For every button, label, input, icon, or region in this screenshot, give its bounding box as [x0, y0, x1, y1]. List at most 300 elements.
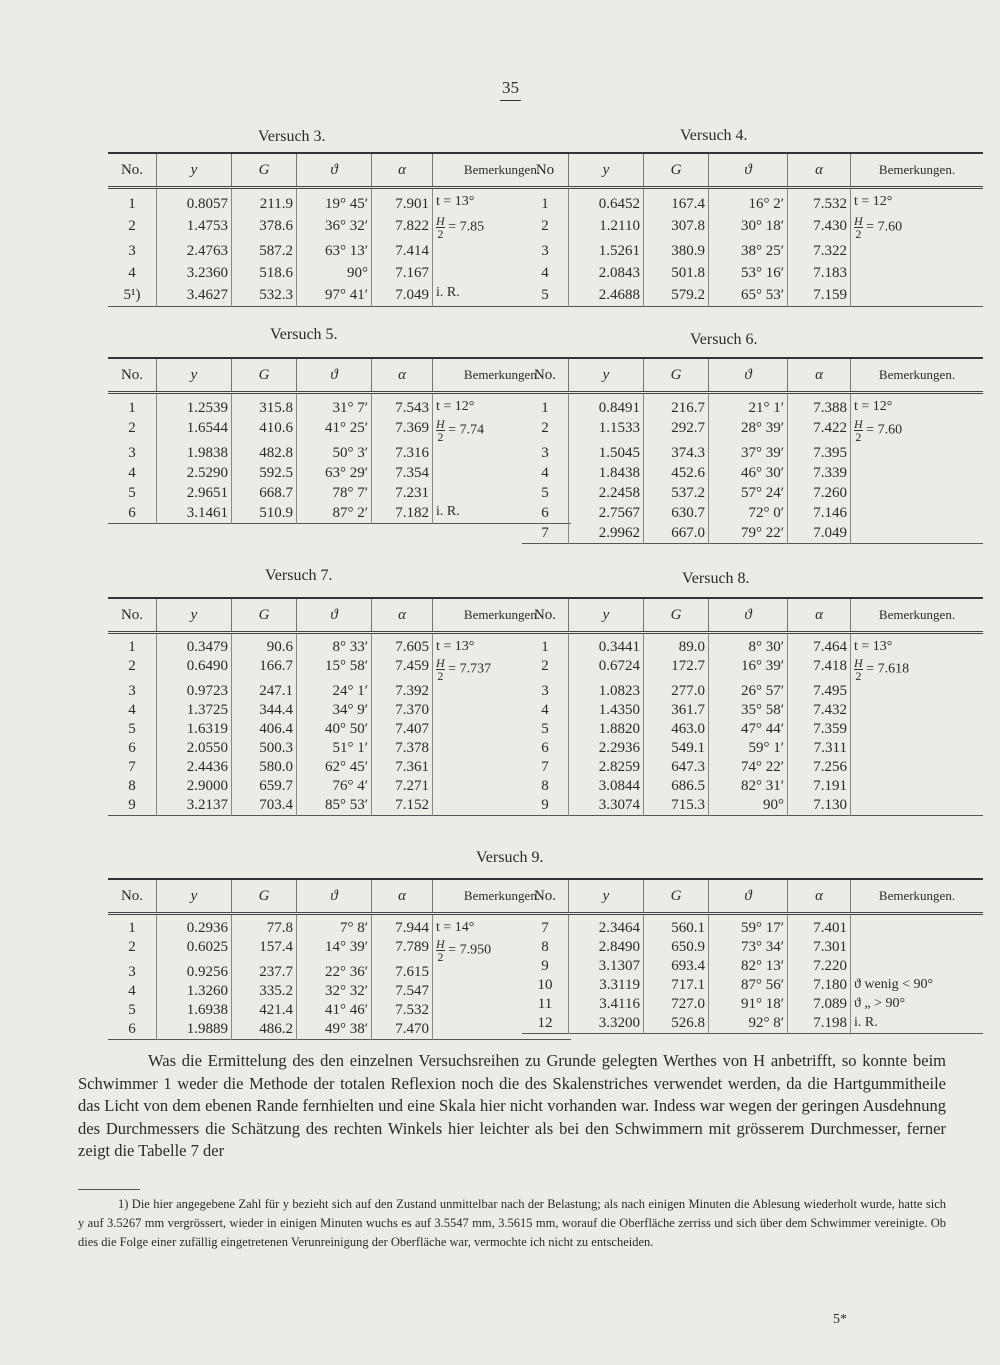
cell-y: 0.3479 — [157, 633, 232, 658]
cell-alpha: 7.361 — [372, 758, 433, 777]
cell-no: 6 — [128, 740, 136, 756]
table-row — [522, 796, 983, 816]
cell-alpha: 7.231 — [372, 483, 433, 503]
fraction-denominator: 2 — [855, 227, 862, 241]
remark-value: = 7.737 — [444, 661, 492, 677]
cell-G: 693.4 — [644, 957, 709, 976]
cell-alpha: 7.543 — [372, 393, 433, 419]
remark-text: i. R. — [854, 1015, 878, 1030]
cell-alpha: 7.180 — [788, 976, 851, 995]
cell-G: 237.7 — [232, 963, 297, 982]
remark-cell — [851, 418, 984, 443]
cell-theta: 73° 34′ — [709, 938, 788, 957]
cell-alpha: 7.260 — [788, 483, 851, 503]
header-no: No — [522, 153, 569, 188]
header-G: G — [644, 598, 709, 633]
cell-G: 500.3 — [232, 739, 297, 758]
cell-no: 3 — [128, 964, 136, 980]
cell-G: 482.8 — [232, 443, 297, 463]
cell-y: 1.8820 — [569, 720, 644, 739]
table-row — [108, 796, 571, 816]
cell-alpha: 7.167 — [372, 262, 433, 284]
table-row — [108, 215, 571, 240]
header-theta: ϑ — [297, 879, 372, 914]
cell-theta: 35° 58′ — [709, 701, 788, 720]
header-remarks: Bemerkungen. — [433, 879, 572, 914]
cell-no: 8 — [541, 778, 549, 794]
header-theta: ϑ — [709, 879, 788, 914]
cell-G: 580.0 — [232, 758, 297, 777]
cell-y: 2.9962 — [569, 523, 644, 544]
cell-no: 1 — [128, 639, 136, 655]
signature-mark: 5* — [833, 1312, 847, 1327]
cell-G: 715.3 — [644, 796, 709, 816]
cell-G: 344.4 — [232, 701, 297, 720]
footnote-text: 1) Die hier angegebene Zahl für y bezieht sich auf den Zustand unmittelbar nach der Belastung; als nach einigen Minuten die Ablesung wiederholt wurde, hatte sich y auf 3.5267 mm vergrössert, wieder in einigen Minuten wuchs es auf 3.5547 mm, 3.5615 mm, worauf die Oberfläche zerriss und sich über dem Schwimmer vereinigte. Ob dies die Folge einer zufällig eingetretenen Verunreinigung der Oberfläche war, vermochte ich nicht zu entscheiden. — [78, 1197, 946, 1249]
cell-alpha: 7.388 — [788, 393, 851, 419]
cell-no: 5 — [541, 287, 549, 303]
remark-value: = 7.60 — [862, 422, 903, 438]
header-theta: ϑ — [297, 358, 372, 393]
cell-alpha: 7.311 — [788, 739, 851, 758]
table-row — [108, 1020, 571, 1040]
cell-G: 647.3 — [644, 758, 709, 777]
remark-cell — [851, 720, 984, 739]
remark-value: = 7.85 — [444, 219, 485, 235]
left-1-header-row — [108, 358, 571, 393]
cell-alpha: 7.198 — [788, 1014, 851, 1034]
remark-text: t = 12° — [854, 194, 893, 209]
cell-y: 0.6724 — [569, 657, 644, 682]
table-row — [108, 963, 571, 982]
cell-y: 1.3725 — [157, 701, 232, 720]
remark-value: = 7.60 — [862, 219, 903, 235]
header-remarks: Bemerkungen. — [851, 153, 984, 188]
cell-theta: 15° 58′ — [297, 657, 372, 682]
cell-y: 1.3260 — [157, 982, 232, 1001]
cell-y: 1.6938 — [157, 1001, 232, 1020]
cell-no: 3 — [541, 243, 549, 259]
left-3-header-row — [108, 879, 571, 914]
cell-alpha: 7.359 — [788, 720, 851, 739]
table-row — [522, 215, 983, 240]
table-row — [522, 777, 983, 796]
cell-no: 4 — [128, 983, 136, 999]
cell-G: 667.0 — [644, 523, 709, 544]
cell-G: 510.9 — [232, 503, 297, 524]
table-row — [108, 633, 571, 658]
table-row — [108, 503, 571, 524]
table-row — [522, 701, 983, 720]
right-1-header-row — [522, 358, 983, 393]
cell-y: 1.0823 — [569, 682, 644, 701]
left-0-table — [108, 152, 571, 307]
cell-y: 0.9256 — [157, 963, 232, 982]
cell-theta: 91° 18′ — [709, 995, 788, 1014]
cell-no: 3 — [128, 243, 136, 259]
cell-alpha: 7.146 — [788, 503, 851, 523]
cell-theta: 8° 30′ — [709, 633, 788, 658]
remark-cell — [851, 758, 984, 777]
remark-cell — [851, 938, 984, 957]
header-no: No. — [108, 598, 157, 633]
remark-cell — [851, 777, 984, 796]
cell-theta: 32° 32′ — [297, 982, 372, 1001]
table-row — [522, 240, 983, 262]
table-row — [522, 262, 983, 284]
cell-alpha: 7.464 — [788, 633, 851, 658]
remark-text: i. R. — [436, 285, 460, 300]
cell-theta: 19° 45′ — [297, 188, 372, 216]
cell-no: 5 — [541, 485, 549, 501]
cell-G: 166.7 — [232, 657, 297, 682]
table-row — [522, 284, 983, 307]
cell-no: 11 — [537, 996, 553, 1012]
cell-no: 5 — [541, 721, 549, 737]
cell-alpha: 7.944 — [372, 914, 433, 939]
cell-no: 1 — [128, 400, 136, 416]
cell-alpha: 7.089 — [788, 995, 851, 1014]
cell-no: 3 — [541, 445, 549, 461]
header-alpha: α — [372, 879, 433, 914]
header-y: y — [157, 879, 232, 914]
header-y: y — [569, 598, 644, 633]
cell-theta: 74° 22′ — [709, 758, 788, 777]
cell-alpha: 7.605 — [372, 633, 433, 658]
table-row — [108, 914, 571, 939]
table-row — [108, 284, 571, 307]
cell-no: 2 — [128, 939, 136, 955]
cell-theta: 82° 13′ — [709, 957, 788, 976]
cell-alpha: 7.395 — [788, 443, 851, 463]
cell-G: 630.7 — [644, 503, 709, 523]
cell-theta: 85° 53′ — [297, 796, 372, 816]
table-row — [108, 758, 571, 777]
cell-no: 6 — [541, 505, 549, 521]
remark-value: = 7.950 — [444, 942, 492, 958]
versuch-title: Versuch 9. — [476, 849, 544, 866]
cell-y: 2.4688 — [569, 284, 644, 307]
cell-theta: 47° 44′ — [709, 720, 788, 739]
header-remarks: Bemerkungen. — [433, 598, 572, 633]
cell-no: 8 — [541, 939, 549, 955]
cell-alpha: 7.301 — [788, 938, 851, 957]
fraction-denominator: 2 — [437, 430, 444, 444]
table-row — [108, 657, 571, 682]
table-row — [108, 188, 571, 216]
cell-G: 157.4 — [232, 938, 297, 963]
cell-alpha: 7.901 — [372, 188, 433, 216]
cell-theta: 87° 56′ — [709, 976, 788, 995]
cell-alpha: 7.316 — [372, 443, 433, 463]
remark-cell — [851, 215, 984, 240]
cell-theta: 62° 45′ — [297, 758, 372, 777]
cell-G: 380.9 — [644, 240, 709, 262]
remark-cell — [851, 503, 984, 523]
fraction-H-over-2 — [854, 657, 863, 682]
cell-y: 0.2936 — [157, 914, 232, 939]
header-theta: ϑ — [297, 153, 372, 188]
cell-y: 0.6025 — [157, 938, 232, 963]
cell-theta: 53° 16′ — [709, 262, 788, 284]
versuch-title: Versuch 4. — [680, 127, 748, 144]
cell-y: 1.2539 — [157, 393, 232, 419]
cell-theta: 87° 2′ — [297, 503, 372, 524]
page-number: 35 — [500, 78, 521, 101]
header-alpha: α — [788, 879, 851, 914]
remark-cell — [851, 523, 984, 544]
cell-y: 3.1307 — [569, 957, 644, 976]
header-y: y — [569, 153, 644, 188]
header-no: No. — [522, 358, 569, 393]
remark-cell — [851, 463, 984, 483]
cell-theta: 14° 39′ — [297, 938, 372, 963]
cell-y: 1.8438 — [569, 463, 644, 483]
cell-theta: 90° — [709, 796, 788, 816]
cell-theta: 7° 8′ — [297, 914, 372, 939]
cell-y: 2.8259 — [569, 758, 644, 777]
left-1-table — [108, 357, 571, 524]
cell-no: 6 — [541, 740, 549, 756]
fraction-denominator: 2 — [437, 669, 444, 683]
cell-G: 686.5 — [644, 777, 709, 796]
fraction-H-over-2 — [436, 215, 445, 240]
header-remarks: Bemerkungen. — [851, 598, 984, 633]
header-alpha: α — [788, 358, 851, 393]
cell-alpha: 7.615 — [372, 963, 433, 982]
fraction-denominator: 2 — [855, 669, 862, 683]
cell-G: 452.6 — [644, 463, 709, 483]
left-2-header-row — [108, 598, 571, 633]
cell-G: 463.0 — [644, 720, 709, 739]
remark-cell — [851, 995, 984, 1014]
table-row — [108, 720, 571, 739]
cell-no: 4 — [541, 465, 549, 481]
table-row — [108, 418, 571, 443]
cell-theta: 59° 17′ — [709, 914, 788, 939]
fraction-denominator: 2 — [855, 430, 862, 444]
table-row — [522, 720, 983, 739]
left-0-header-row — [108, 153, 571, 188]
cell-alpha: 7.430 — [788, 215, 851, 240]
cell-G: 292.7 — [644, 418, 709, 443]
cell-G: 315.8 — [232, 393, 297, 419]
header-no: No. — [522, 879, 569, 914]
cell-G: 335.2 — [232, 982, 297, 1001]
cell-y: 3.1461 — [157, 503, 232, 524]
cell-alpha: 7.370 — [372, 701, 433, 720]
cell-alpha: 7.432 — [788, 701, 851, 720]
cell-y: 2.9651 — [157, 483, 232, 503]
cell-G: 703.4 — [232, 796, 297, 816]
versuch-title: Versuch 5. — [270, 326, 338, 343]
cell-G: 501.8 — [644, 262, 709, 284]
cell-y: 2.2458 — [569, 483, 644, 503]
cell-y: 1.2110 — [569, 215, 644, 240]
remark-cell — [851, 796, 984, 816]
cell-G: 211.9 — [232, 188, 297, 216]
cell-no: 3 — [128, 445, 136, 461]
cell-y: 1.5045 — [569, 443, 644, 463]
cell-y: 2.8490 — [569, 938, 644, 957]
cell-no: 4 — [128, 465, 136, 481]
cell-theta: 24° 1′ — [297, 682, 372, 701]
cell-theta: 79° 22′ — [709, 523, 788, 544]
cell-y: 0.8491 — [569, 393, 644, 419]
fraction-numerator: H — [436, 214, 445, 228]
header-G: G — [644, 879, 709, 914]
remark-cell — [851, 701, 984, 720]
cell-no: 1 — [541, 196, 549, 212]
cell-theta: 16° 2′ — [709, 188, 788, 216]
table-row — [522, 523, 983, 544]
header-no: No. — [108, 879, 157, 914]
cell-y: 2.5290 — [157, 463, 232, 483]
cell-y: 2.4763 — [157, 240, 232, 262]
table-row — [108, 463, 571, 483]
header-alpha: α — [788, 598, 851, 633]
remark-text: t = 12° — [854, 399, 893, 414]
cell-theta: 51° 1′ — [297, 739, 372, 758]
table-row — [108, 739, 571, 758]
cell-G: 307.8 — [644, 215, 709, 240]
cell-theta: 90° — [297, 262, 372, 284]
table-row — [522, 188, 983, 216]
cell-no: 2 — [128, 420, 136, 436]
header-y: y — [157, 358, 232, 393]
header-G: G — [644, 153, 709, 188]
table-row — [522, 633, 983, 658]
cell-no: 8 — [128, 778, 136, 794]
cell-alpha: 7.049 — [372, 284, 433, 307]
cell-y: 3.3074 — [569, 796, 644, 816]
cell-alpha: 7.182 — [372, 503, 433, 524]
cell-G: 587.2 — [232, 240, 297, 262]
cell-alpha: 7.271 — [372, 777, 433, 796]
table-row — [522, 682, 983, 701]
table-row — [522, 418, 983, 443]
fraction-H-over-2 — [436, 418, 445, 443]
cell-G: 592.5 — [232, 463, 297, 483]
right-2-header-row — [522, 598, 983, 633]
cell-no: 5 — [128, 485, 136, 501]
remark-cell — [851, 262, 984, 284]
fraction-H-over-2 — [436, 657, 445, 682]
cell-theta: 92° 8′ — [709, 1014, 788, 1034]
remark-value: = 7.618 — [862, 661, 910, 677]
cell-theta: 82° 31′ — [709, 777, 788, 796]
cell-alpha: 7.532 — [372, 1001, 433, 1020]
cell-alpha: 7.130 — [788, 796, 851, 816]
table-row — [522, 758, 983, 777]
cell-G: 90.6 — [232, 633, 297, 658]
cell-y: 2.0550 — [157, 739, 232, 758]
cell-y: 1.4753 — [157, 215, 232, 240]
cell-G: 579.2 — [644, 284, 709, 307]
cell-alpha: 7.532 — [788, 188, 851, 216]
cell-y: 3.0844 — [569, 777, 644, 796]
cell-theta: 37° 39′ — [709, 443, 788, 463]
cell-no: 5 — [128, 1002, 136, 1018]
paragraph-text: Was die Ermittelung des den einzelnen Versuchsreihen zu Grunde gelegten Werthes von H anbetrifft, so konnte beim Schwimmer 1 weder die Methode der totalen Reflexion noch die des Skalenstriches verwendet werden, da die Hartgummitheile das Licht von dem ebenen Rande fernhielten und eine Skala hier nicht vorhanden war. Indess war wegen der geringen Ausdehnung des Durchmessers die Schätzung des rechten Winkels hier leichter als bei den Schwimmern mit grösserem Durchmesser, ferner zeigt die Tabelle 7 der — [78, 1051, 946, 1161]
cell-y: 1.1533 — [569, 418, 644, 443]
remark-text: t = 14° — [436, 920, 475, 935]
cell-no: 1 — [128, 196, 136, 212]
cell-y: 3.3200 — [569, 1014, 644, 1034]
cell-theta: 22° 36′ — [297, 963, 372, 982]
header-theta: ϑ — [709, 153, 788, 188]
cell-G: 659.7 — [232, 777, 297, 796]
cell-no: 3 — [128, 683, 136, 699]
cell-G: 668.7 — [232, 483, 297, 503]
fraction-numerator: H — [854, 656, 863, 670]
table-row — [108, 443, 571, 463]
cell-no: 9 — [541, 958, 549, 974]
remark-cell — [851, 633, 984, 658]
header-alpha: α — [372, 358, 433, 393]
cell-theta: 59° 1′ — [709, 739, 788, 758]
cell-G: 486.2 — [232, 1020, 297, 1040]
cell-G: 526.8 — [644, 1014, 709, 1034]
body-paragraph — [78, 1050, 946, 1163]
cell-alpha: 7.256 — [788, 758, 851, 777]
cell-theta: 49° 38′ — [297, 1020, 372, 1040]
table-row — [108, 938, 571, 963]
header-y: y — [157, 598, 232, 633]
header-G: G — [232, 153, 297, 188]
cell-G: 247.1 — [232, 682, 297, 701]
cell-G: 374.3 — [644, 443, 709, 463]
remark-text: ϑ wenig < 90° — [854, 977, 934, 992]
cell-y: 0.3441 — [569, 633, 644, 658]
cell-alpha: 7.392 — [372, 682, 433, 701]
cell-y: 0.9723 — [157, 682, 232, 701]
right-1-table — [522, 357, 983, 544]
cell-alpha: 7.183 — [788, 262, 851, 284]
header-no: No. — [522, 598, 569, 633]
remark-cell — [851, 240, 984, 262]
cell-theta: 41° 25′ — [297, 418, 372, 443]
footnote — [78, 1195, 946, 1252]
table-row — [522, 938, 983, 957]
fraction-numerator: H — [854, 417, 863, 431]
versuch-title: Versuch 6. — [690, 331, 758, 348]
cell-y: 2.2936 — [569, 739, 644, 758]
cell-theta: 78° 7′ — [297, 483, 372, 503]
header-remarks: Bemerkungen. — [851, 879, 984, 914]
cell-no: 2 — [541, 218, 549, 234]
cell-theta: 46° 30′ — [709, 463, 788, 483]
cell-alpha: 7.152 — [372, 796, 433, 816]
cell-G: 532.3 — [232, 284, 297, 307]
cell-alpha: 7.369 — [372, 418, 433, 443]
cell-G: 537.2 — [644, 483, 709, 503]
cell-theta: 63° 29′ — [297, 463, 372, 483]
cell-y: 1.4350 — [569, 701, 644, 720]
cell-theta: 28° 39′ — [709, 418, 788, 443]
table-row — [108, 262, 571, 284]
table-row — [522, 463, 983, 483]
cell-G: 89.0 — [644, 633, 709, 658]
cell-no: 6 — [128, 1021, 136, 1037]
remark-cell — [851, 483, 984, 503]
header-remarks: Bemerkungen. — [433, 153, 572, 188]
left-3-table — [108, 878, 571, 1040]
versuch-title: Versuch 3. — [258, 128, 326, 145]
right-2-table — [522, 597, 983, 816]
remark-text: i. R. — [436, 504, 460, 519]
cell-G: 421.4 — [232, 1001, 297, 1020]
